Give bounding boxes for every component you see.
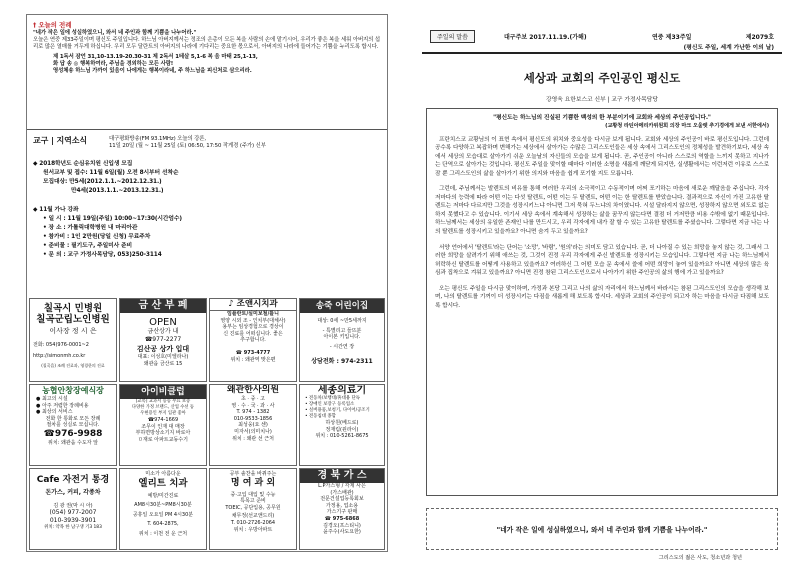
ad-text: 미소가 아름다운 [145, 471, 181, 477]
news-line: 대구평화방송(FM 93.1MHz) 오늘의 강론, [108, 136, 206, 142]
ad-gas [299, 468, 385, 550]
ad-title: 농협안창장예식장 [42, 386, 104, 395]
ad-text: 김경오(프스티니) [323, 522, 361, 529]
ad-title: 왜관한사의원 [226, 385, 280, 395]
news-heading: ◆ 2018학년도 순심유치원 신입생 모집 [33, 161, 133, 168]
ad-title: 칠곡시 민병원 [43, 303, 103, 314]
ad-title: 세종의료기 [317, 385, 367, 396]
ad-tutoring [209, 468, 297, 550]
ad-buffet [119, 298, 207, 382]
ad-text: 부하면방상소기지 바로아 [135, 430, 191, 437]
ad-text: T. 010-2726-2064 [230, 519, 276, 526]
ad-text: 영 · 수 · 국 · 과 · 사 [231, 402, 275, 409]
ad-title: 송죽 어린이집 [300, 299, 384, 313]
ad-text: 010-9533-1856 [233, 415, 273, 422]
bottom-quote-box [426, 508, 778, 550]
ad-text: 김산공 상가 입대 [136, 345, 190, 353]
article-box [426, 108, 778, 496]
ad-text: 위치: 약목 한 남구생 기3 183 [44, 525, 102, 531]
ad-title: 아이비클럽 [120, 385, 206, 399]
ad-text: 용부는 임상경험으로 경상이 [222, 324, 284, 331]
publication-line: 대구주보 2017.11.19.(가해) [504, 34, 587, 41]
article-paragraph: 프란치스코 교황님의 이 표현 속에서 평신도의 위치와 중요성을 다시금 보게 됩니다. 교회와 세상의 주인공이 바로 평신도입니다. 그런데 공수록 다양하고 복잡하며 변해가는 세상에서 살아가는 수많은 그리스도인들은 세상 속에서 그리스도인의 정체성을 발견하기보다, 세상 속에서 세상의 모습대로 살아가기 쉬운 오늘날의 자신들의 모습을 보게 됩니다. 곧, 주인공이 아니라 스스로의 역할을 느끼지 못하고 지나가는 단역으로 살아가는 것입니다. 평신도 주일을 맞이할 때마다 이러한 소명을 새롭게 깨닫게 되지만, 실생활에서는 이런저런 이유로 스스로 잠 뿐 그리스도인의 삶을 살아가기 위한 의지와 마음을 쉽게 포기할 지도 모릅니다. [435, 136, 769, 177]
sunday-subtitle: (평신도 주일, 세계 가난한 이의 날) [683, 45, 774, 51]
ad-text: T. 604-2875, [147, 521, 179, 528]
ad-text: - 시간연 장 [329, 343, 355, 350]
news-section [33, 136, 383, 260]
ad-text: 예방/미간진료 [147, 492, 179, 499]
ad-text: L.P가스형 / 각제 사은 [318, 483, 366, 489]
ad-text: ☎976-9988 [43, 428, 103, 439]
ad-text: ☎974-1669 [147, 417, 179, 423]
ad-title: 경 북 가 스 [300, 469, 384, 483]
ad-text: 위치 : 우방아파트 [233, 526, 273, 533]
issue-number: 제2079호 [745, 34, 774, 41]
ad-text: 미자서(의미치나) [234, 428, 272, 435]
article-paragraph: 그런데, 주님께서는 발렌트의 비유를 통해 여러한 우리의 소극적이고 수동적이며 어쩌 포기하는 마음에 새로운 깨달음을 주십니다. 각자 저마다의 능력에 따라 어떤 이는 다섯 탈렌트, 어떤 이는 두 탈렌트, 어떤 이는 한 탈렌트를 받았습니다. 결과적으로 자신이 가진 고유한 탈렌트는 저마다 다르지만 그것을 성장시키느냐 아니면 그저 묵혀 두느냐의 차이였니다. 시설 달라지지 않으면, 성장하지 않으면 외도로 없는하지 못했다고 수 있습니다. 이기서 세상 속에서 계속해서 성장하는 삶을 꿈꾸지 않는다면 결점 더 거저만큼 비용 수밖에 없기 때문입니다. 하느님께서는 세상의 유일한 존재인 나를 만드시고, 우리 각자에게 내가 잘 할 수 있는 고유한 탈렌트를 주셨습니다. 그렇다면 지금 나는 나의 탈렌트를 성장시키고 있을까요? 아니면 숨겨 두고 있을까요? [435, 186, 769, 235]
ad-text: 최성웅(요 센) [238, 422, 268, 429]
ad-text: 초 · 중 · 고 [240, 396, 266, 402]
ad-cafe [29, 468, 117, 550]
right-page [422, 14, 782, 561]
ad-text: ☎977-2277 [144, 336, 182, 343]
ad-text: 010-3939-3901 [49, 517, 97, 525]
liturgy-section [33, 21, 383, 75]
ad-text: 특목고 준비 [240, 498, 266, 505]
ad-text: ● 최상의 서비스 [36, 409, 73, 416]
news-item-line: • 일 시 : 11월 19일(주일) 10:00~17:30(시간엄수) [43, 216, 182, 223]
ad-academy [209, 384, 297, 466]
liturgy-body: 오늘은 연중 제33주일이며 평신도 주일입니다. 하느님 아버지께서는 정조의 은총이 모든 복을 사람의 손에 맡기시어, 우리가 좋은 복을 세워 아버지의 섭리로 많은 열매를 거두게 하십니다. 우리 모두 달란트의 아버지의 나라에 기다리는 중요한 몫으로서, 아버지의 나라에 들어가는 기쁨을 누리도록 합시다. [33, 36, 380, 50]
ad-text: • 전동차/보행대/휴대용 단독 [305, 396, 360, 401]
ad-elite-dental [119, 468, 207, 550]
news-item-line: • 준비물 : 필기도구, 주일미사 준비 [43, 243, 133, 250]
news-item-line: • 문 의 : 교구 가정사목담당, 053)250-3114 [43, 252, 162, 259]
news-item-line: 원서교부 및 접수: 11월 6일(월) 오전 8시부터 선착순 [43, 170, 179, 177]
readings-line: 제 1독서 잠언 31,10-13.19-20.30-31 제 2독서 1테살 5,1-6 복 음 마태 25,1-13, [53, 53, 258, 60]
ad-text: 돈가스, 커피, 각종차 [45, 489, 101, 496]
ad-text: 중·고입 대입 및 수능 [230, 491, 276, 498]
ad-title: 금 산 부 페 [120, 299, 206, 313]
ad-ivy-club [119, 384, 207, 466]
ad-text: 아이본 키입니다. [323, 334, 361, 341]
ad-text: (054) 977-2007 [49, 509, 97, 517]
left-page [26, 14, 388, 552]
ad-text: 위치 : 010-5261-8675 [315, 433, 369, 440]
ad-text: 대표: 이성호(미엘라나) [137, 354, 189, 360]
news-title: 교구 | 지역소식 [33, 136, 87, 145]
ad-text: ● 최고의 시설 [36, 396, 68, 402]
ad-text: OPEN [149, 317, 177, 328]
ad-text: 전화: 054)976-0001~2 [33, 342, 89, 348]
ad-text: 왜관읍 금산로 15 [143, 360, 183, 367]
ad-text: 위치 : 왜관역 맞은편 [230, 356, 276, 363]
ad-text: 채무정(선교앤드리) [231, 513, 275, 520]
article-quote-source: (교황청 라틴아메리카위원회 의장 마크 오울렛 추기경에게 보낸 서한에서) [605, 122, 769, 129]
ad-text: 정재림(윈라이) [325, 426, 359, 433]
article-quote: "평신도는 하느님의 진실된 기쁨한 백성의 한 부분이기에 교회와 세상의 주인공입니다." [493, 115, 711, 121]
bottom-quote: "네가 작은 일에 성실하였으니, 와서 네 주인과 함께 기쁨을 나누어라." [496, 526, 708, 534]
ad-text: 가스기구 판매 [326, 509, 358, 516]
week-label: 연중 제33주일 [652, 34, 692, 41]
ad-medical [299, 384, 385, 466]
ad-text: T. 974 - 1382 [236, 409, 270, 416]
ad-text: 공부 솔찬을 바꿔주는 [229, 471, 277, 477]
ad-text: 임플란트/실미보철/틀니 [227, 311, 279, 317]
section-tag: 주일의 말씀 [430, 30, 475, 43]
ad-text: 이사장 정 시 은 [49, 327, 97, 335]
ad-text: http://simonmh.co.kr [33, 352, 86, 359]
ad-title: 칠곡군립노인병원 [36, 314, 110, 325]
ad-title: Cafe 자전거 통경 [36, 475, 110, 485]
article-paragraph: 서양 언어에서 '탈렌트'라는 단어는 '소망', '바람', '원의'라는 의미도 담고 있습니다. 곧, 더 나아질 수 있는 희망을 놓지 않는 것, 그래서 그러한 희망을 살려가기 위해 애쓰는 것, 그것이 진정 우리 각자에게 주신 발렌트를 성장시키는 모습입니다. 그렇다면 지금 나는 하느님께서 허락하신 탈렌트를 어떻게 사용하고 있을까요? 여러하신 그 어떤 모습 문 속에서 쓸에 어떤 희망이 놓여 있을까요? 아니면 세상의 많은 육심과 집착으로 겨워고 있을까요? 아니면 진정 참된 그리스도인으로서 나아가기 위한 주인공의 삶의 행에 가고 있을까요? [435, 244, 769, 277]
news-line: 11일 20일 (월 ~ 11월 25일 (토) 06:50, 17:50 작게경 (주가) 신부 [108, 143, 266, 150]
ad-text: 윤주수(사도요한) [323, 529, 361, 536]
ad-text: 다양한 가정 브랜드, 산업 수선 등 [131, 405, 195, 410]
ad-text: (칠곡읍) 조례 진료과, 영경한의 진료 [41, 363, 105, 369]
article-paragraph: 오는 평신도 주일을 다시금 맞이하며, 가정과 본당 그리고 나의 삶의 자리에서 하느님께서 바라시는 참된 그리스도인의 모습을 생각해 보며, 나의 탈렌트를 기꺼이 더 성장시키는 다짐을 새롭게 해 보도록 합시다. 세상과 교회의 주인공이 되고자 하는 마음을 다시금 다짐해 보도록 합시다. [435, 285, 769, 309]
readings-line: 영성체송 하느님 가까이 있음이 나에게는 행복이라네, 주 하느님을 피신처로 삼으리라. [53, 68, 252, 75]
ad-text: • 전동침대 종합 [305, 414, 336, 419]
ad-text: 조무이 인재 대 매장 [141, 423, 185, 430]
news-item-line: • 장 소 : 가톨릭대학병원 내 마리아관 [43, 225, 138, 232]
ad-text: 공휴일 오요일 PM 4시30분 [132, 511, 194, 518]
ad-text: (가스배관) [330, 489, 354, 496]
ad-text: ☎ 973-4777 [235, 349, 271, 356]
ad-text: • 실버용품,보청기, 다이어/공조기 [305, 408, 370, 413]
news-item-line: • 참가비 : 1인 2만원(당일 신청) 무료주차 [43, 234, 151, 241]
article-title: 세상과 교회의 주인공인 평신도 [523, 71, 681, 85]
ad-text: 전문건설업등록회보 [320, 496, 364, 503]
ad-text: 절차를 성실로 모십니다. [46, 422, 100, 429]
ad-text: • 장애인 보장구 등록업소 [305, 402, 355, 407]
ad-text: ㅁ재로 아파트교동수기 [138, 436, 188, 443]
liturgy-title: † 오늘의 전례 [33, 21, 72, 29]
ad-hospital [29, 298, 117, 382]
ad-text: 상담전화 : 974-2311 [311, 358, 373, 366]
ad-text: 대상: 0세 ~만5세까지 [317, 318, 367, 324]
ad-text: 추구합니다. [240, 337, 266, 344]
ad-text: TOEIC, 공단입용, 공무원 [225, 504, 281, 511]
ad-text: 김 광 권(막 시 아) [53, 502, 93, 509]
ad-title: ♪ 조앤시치과 [210, 299, 296, 311]
ad-text: 우현용인 부지 입관 좋아 [140, 411, 186, 416]
ad-text: AM8시30분~PM8시30분 [134, 502, 192, 509]
ad-text: 신 진료를 어떠십니다. 좋은 [223, 330, 283, 337]
news-item-line: 모집대상: 만5세(2012.1.1.~2012.12.31.) [43, 179, 162, 186]
readings-line: 화 답 송 ◎ 행복하여라, 주님을 경외하는 모든 사람! [53, 61, 174, 68]
ad-text: 위치: 왜관읍 수도자 앞 [48, 439, 98, 446]
ad-text: ● 아주 저렴한 장례비용 [36, 402, 89, 409]
ad-text: ☎ 975-6868 [324, 515, 360, 522]
article-author: 강영욱 요한보스코 신부 | 교구 가정사목담당 [546, 97, 658, 103]
ad-text: 가정용, 업소용 [325, 502, 359, 509]
ad-text: 위치 : 왜관 선 근처 [232, 435, 274, 442]
ad-text: - 특별리고 들뜨분 [322, 327, 362, 334]
ad-text: 금산상가 내 [147, 328, 179, 335]
news-heading: ◆ 11월 가나 강좌 [33, 207, 79, 214]
ad-text: 영양 시외 조 - 인치부(대체사) [220, 317, 286, 324]
ad-text: [교복] 교과서 등등 무료 보증 [135, 399, 191, 404]
ad-text: 위치 : 이천 전 운 근처 [138, 530, 188, 537]
ad-text: 하상원(베드로) [325, 420, 359, 426]
page-footer: 그리스도의 젊은 사도, 청소년과 청년 [658, 555, 742, 561]
ad-title: 명 여 과 외 [230, 477, 276, 488]
liturgy-quote: "네가 작은 일에 성실하였으니, 와서 네 주인과 함께 기쁨을 나누어라." [33, 29, 197, 36]
news-item-line: 만4세(2013.1.1.~2013.12.31.) [71, 188, 164, 195]
ad-text: 전화 한 통화로 모든 장례 [45, 415, 101, 422]
ad-funeral [29, 384, 117, 466]
ad-kindergarten [299, 298, 385, 382]
ad-dental [209, 298, 297, 382]
ad-title: 엘리트 치과 [138, 477, 188, 489]
